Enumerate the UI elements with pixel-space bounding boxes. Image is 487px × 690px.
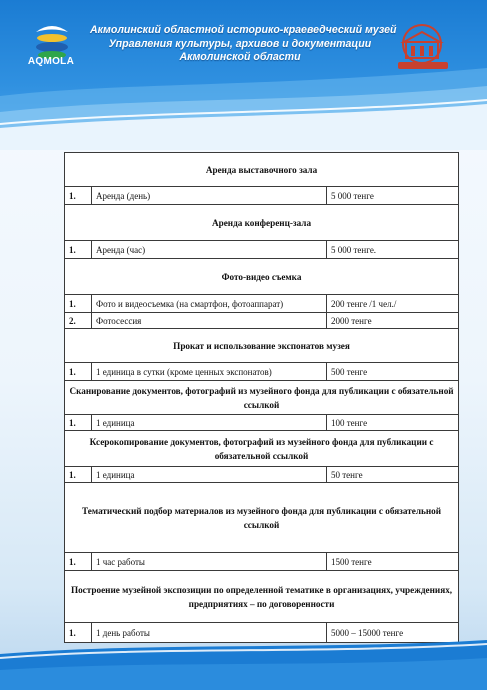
museum-title-line-1: Акмолинский областной историко-краеведческий музей <box>90 24 397 36</box>
service-price: 500 тенге <box>327 363 459 381</box>
price-table <box>64 152 459 643</box>
table-section-row <box>65 259 459 295</box>
table-section-row <box>65 483 459 553</box>
service-name: Аренда (час) <box>92 241 327 259</box>
table-row <box>65 313 459 329</box>
service-name: Фото и видеосъемка (на смартфон, фотоаппарат) <box>92 295 327 313</box>
aqmola-logo-icon <box>20 18 84 78</box>
table-row <box>65 295 459 313</box>
row-number: 1. <box>65 363 92 381</box>
row-number: 1. <box>65 467 92 483</box>
section-title: Фото-видео съемка <box>65 259 459 295</box>
museum-title <box>90 24 397 65</box>
museum-title-line-2: Управления культуры, архивов и документации <box>108 37 372 50</box>
row-number: 1. <box>65 295 92 313</box>
section-title: Аренда выставочного зала <box>65 153 459 187</box>
section-title: Сканирование документов, фотографий из музейного фонда для публикации с обязательной ссылкой <box>65 381 459 415</box>
header-banner <box>0 0 487 150</box>
service-price: 2000 тенге <box>327 313 459 329</box>
table-row <box>65 467 459 483</box>
museum-logo-caption <box>398 62 448 69</box>
service-name: 1 единица <box>92 415 327 431</box>
section-title: Аренда конференц-зала <box>65 205 459 241</box>
service-price: 5 000 тенге. <box>327 241 459 259</box>
service-name: 1 единица в сутки (кроме ценных экспонатов) <box>92 363 327 381</box>
table-section-row <box>65 431 459 467</box>
aqmola-logo-text: AQMOLA <box>27 56 75 67</box>
row-number: 1. <box>65 241 92 259</box>
row-number: 1. <box>65 187 92 205</box>
service-price: 100 тенге <box>327 415 459 431</box>
table-section-row <box>65 571 459 623</box>
table-row <box>65 363 459 381</box>
table-section-row <box>65 153 459 187</box>
service-price: 200 тенге /1 чел./ <box>327 295 459 313</box>
row-number: 2. <box>65 313 92 329</box>
service-name: 1 единица <box>92 467 327 483</box>
footer-wave <box>0 640 487 690</box>
section-title: Построение музейной экспозиции по определенной тематике в организациях, учреждениях, предприятиях – по договоренности <box>65 571 459 623</box>
service-name: Аренда (день) <box>92 187 327 205</box>
service-price: 50 тенге <box>327 467 459 483</box>
service-price: 1500 тенге <box>327 553 459 571</box>
table-row <box>65 415 459 431</box>
service-name: 1 час работы <box>92 553 327 571</box>
table-row <box>65 553 459 571</box>
row-number: 1. <box>65 623 92 643</box>
table-section-row <box>65 205 459 241</box>
museum-title-line-3: Акмолинской области <box>179 51 301 63</box>
table-section-row <box>65 329 459 363</box>
table-row <box>65 187 459 205</box>
service-price: 5000 – 15000 тенге <box>327 623 459 643</box>
section-title: Тематический подбор материалов из музейного фонда для публикации с обязательной ссылкой <box>65 483 459 553</box>
table-section-row <box>65 381 459 415</box>
service-name: 1 день работы <box>92 623 327 643</box>
section-title: Ксерокопирование документов, фотографий из музейного фонда для публикации с обязательной ссылкой <box>65 431 459 467</box>
section-title: Прокат и использование экспонатов музея <box>65 329 459 363</box>
service-name: Фотосессия <box>92 313 327 329</box>
table-row <box>65 241 459 259</box>
row-number: 1. <box>65 553 92 571</box>
service-price: 5 000 тенге <box>327 187 459 205</box>
row-number: 1. <box>65 415 92 431</box>
